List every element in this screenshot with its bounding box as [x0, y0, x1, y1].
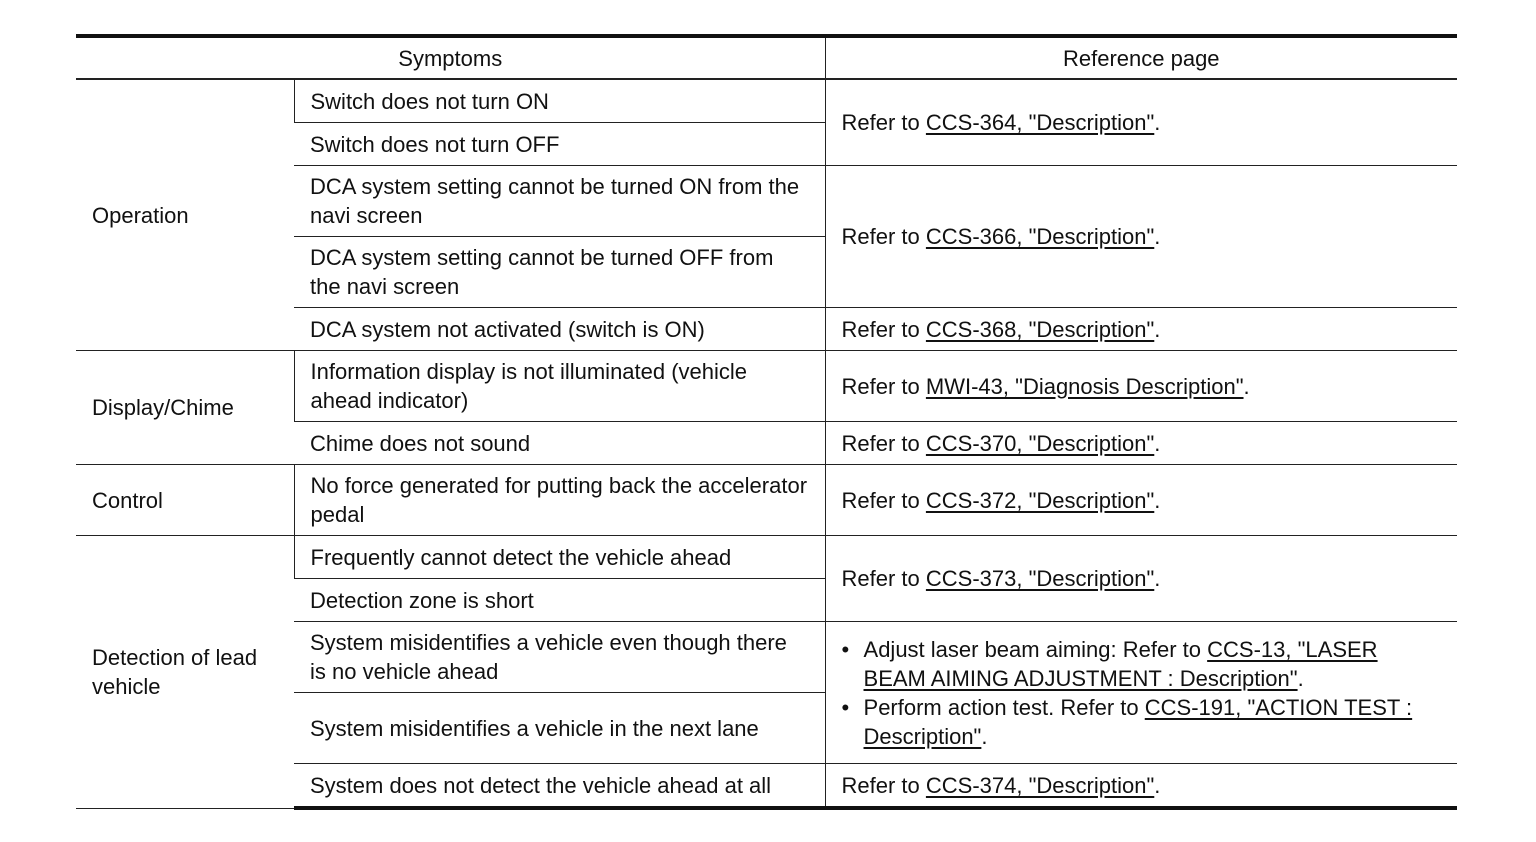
- refer-to-text: Refer to: [841, 772, 920, 798]
- reference-cell: Refer to CCS-366, "Description".: [825, 166, 1457, 308]
- ref-link-mwi-43[interactable]: MWI-43, "Diagnosis Description": [925, 373, 1244, 399]
- ref-link-ccs-13[interactable]: CCS-13, "LASER BEAM AIMING ADJUSTMENT : Description": [863, 636, 1378, 691]
- refer-to-text: Refer to: [841, 430, 920, 456]
- symptom-cell: Switch does not turn OFF: [294, 123, 825, 166]
- refer-to-text: Refer to: [841, 224, 920, 249]
- reference-cell: [825, 622, 1457, 764]
- bullet-item: • Adjust laser beam aiming: Refer to CCS-13, "LASER BEAM AIMING ADJUSTMENT : Description".: [842, 635, 1442, 693]
- table-row: [76, 465, 1457, 536]
- refer-to-text: Refer to: [841, 110, 920, 135]
- reference-cell: Refer to CCS-373, "Description".: [825, 536, 1457, 622]
- symptom-cell: System does not detect the vehicle ahead at all: [294, 764, 825, 809]
- reference-cell: Refer to CCS-364, "Description".: [825, 79, 1457, 166]
- reference-page-header: Reference page: [825, 36, 1457, 79]
- refer-to-text: Refer to: [841, 316, 920, 342]
- ref-link-ccs-366[interactable]: CCS-366, "Description": [925, 224, 1155, 249]
- ref-link-ccs-374[interactable]: CCS-374, "Description": [925, 772, 1155, 798]
- bullet-text: Perform action test. Refer to: [863, 694, 1139, 720]
- symptom-cell: Frequently cannot detect the vehicle ahead: [294, 536, 825, 579]
- reference-cell: Refer to CCS-374, "Description".: [825, 764, 1457, 809]
- symptoms-header: Symptoms: [76, 36, 825, 79]
- reference-cell: Refer to CCS-372, "Description".: [825, 465, 1457, 536]
- symptom-cell: Switch does not turn ON: [294, 79, 825, 123]
- ref-link-ccs-373[interactable]: CCS-373, "Description": [925, 566, 1155, 591]
- group-detection: Detection of lead vehicle: [76, 536, 294, 809]
- group-display-chime: Display/Chime: [76, 351, 294, 465]
- ref-link-ccs-370[interactable]: CCS-370, "Description": [925, 430, 1155, 456]
- ref-link-ccs-364[interactable]: CCS-364, "Description": [925, 110, 1155, 135]
- refer-to-text: Refer to: [841, 487, 920, 513]
- symptom-cell: DCA system setting cannot be turned ON from the navi screen: [294, 166, 825, 237]
- symptom-cell: DCA system not activated (switch is ON): [294, 308, 825, 351]
- bullet-item: • Perform action test. Refer to CCS-191, "ACTION TEST : Description".: [842, 693, 1442, 751]
- symptom-cell: Information display is not illuminated (vehicle ahead indicator): [294, 351, 825, 422]
- symptom-cell: Detection zone is short: [294, 579, 825, 622]
- group-control: Control: [76, 465, 294, 536]
- group-operation: Operation: [76, 79, 294, 351]
- header-row: [76, 36, 1457, 79]
- symptoms-table: [76, 34, 1457, 810]
- reference-cell: Refer to CCS-368, "Description".: [825, 308, 1457, 351]
- reference-bullet-list: [842, 635, 1442, 751]
- reference-cell: Refer to MWI-43, "Diagnosis Description".: [825, 351, 1457, 422]
- table-row: [76, 79, 1457, 123]
- refer-to-text: Refer to: [841, 566, 920, 591]
- bullet-text: Adjust laser beam aiming: Refer to: [863, 636, 1202, 662]
- table-row: [76, 351, 1457, 422]
- symptom-cell: DCA system setting cannot be turned OFF from the navi screen: [294, 237, 825, 308]
- reference-cell: Refer to CCS-370, "Description".: [825, 422, 1457, 465]
- symptom-cell: Chime does not sound: [294, 422, 825, 465]
- ref-link-ccs-368[interactable]: CCS-368, "Description": [925, 316, 1155, 342]
- ref-link-ccs-372[interactable]: CCS-372, "Description": [925, 487, 1155, 513]
- symptom-cell: System misidentifies a vehicle in the next lane: [294, 693, 825, 764]
- table-row: [76, 536, 1457, 579]
- refer-to-text: Refer to: [841, 373, 920, 399]
- symptom-cell: No force generated for putting back the accelerator pedal: [294, 465, 825, 536]
- symptom-cell: System misidentifies a vehicle even though there is no vehicle ahead: [294, 622, 825, 693]
- ref-link-ccs-191[interactable]: CCS-191, "ACTION TEST : Description": [863, 694, 1413, 749]
